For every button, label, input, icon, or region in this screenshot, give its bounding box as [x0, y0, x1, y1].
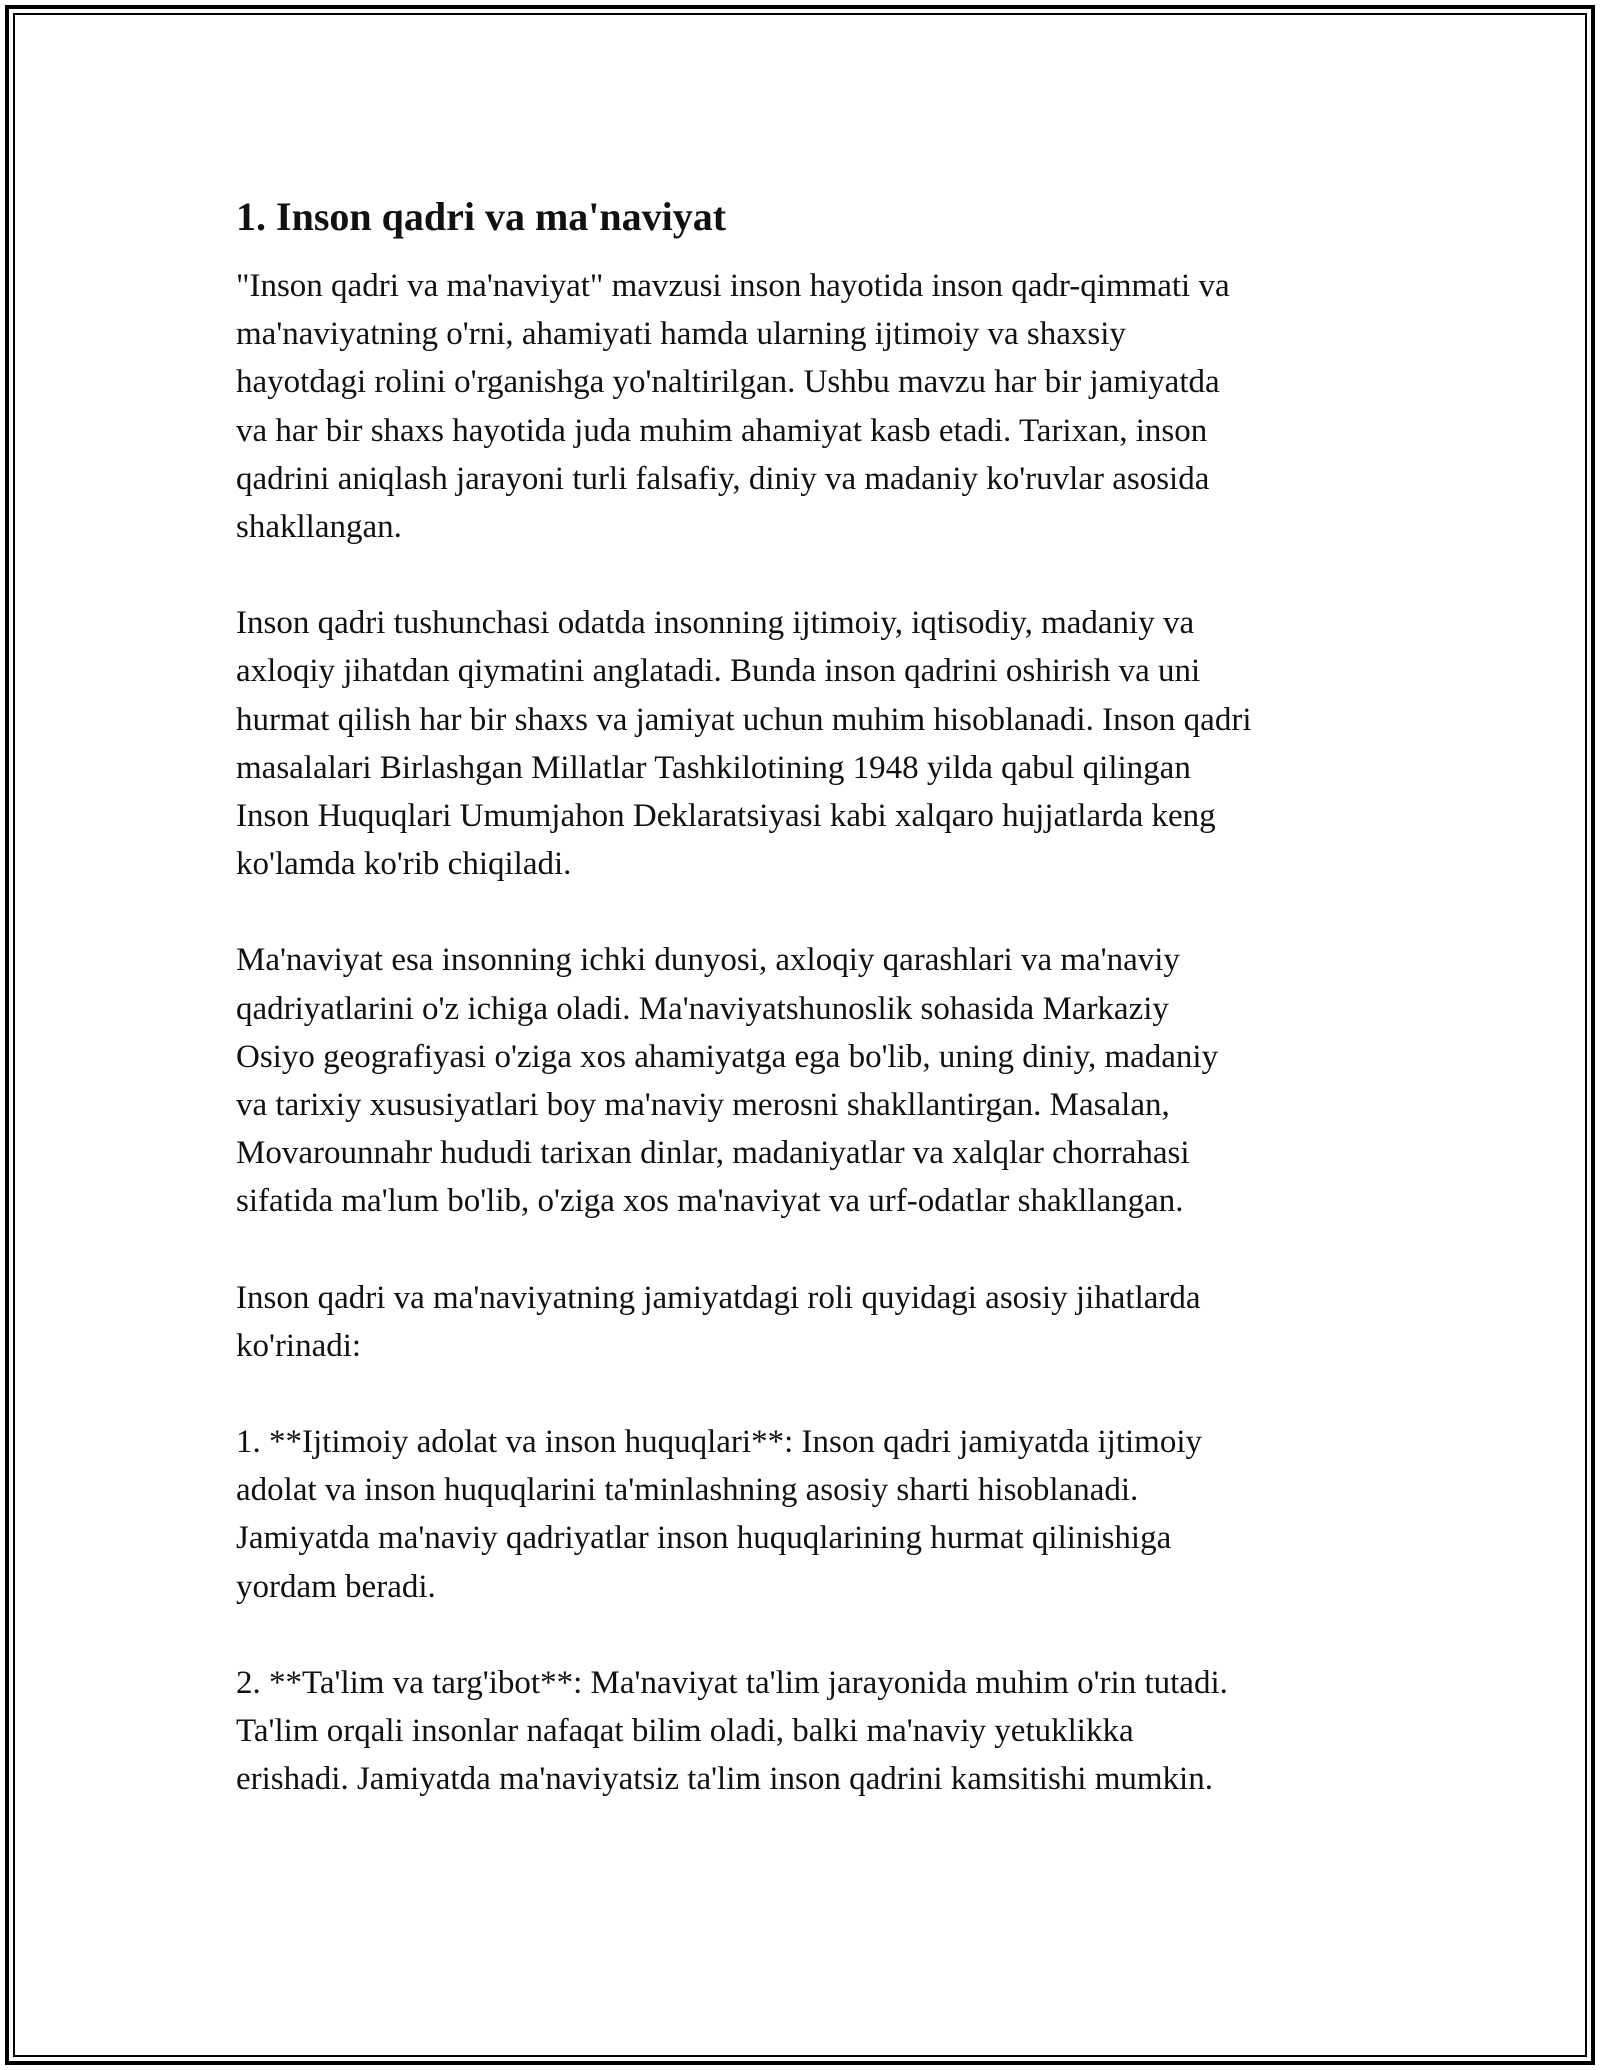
paragraph-roles-intro: Inson qadri va ma'naviyatning jamiyatdagi roli quyidagi asosiy jihatlarda ko'rinadi:: [236, 1279, 1201, 1364]
document-body: [236, 188, 1376, 1803]
paragraph-manaviyat: Ma'naviyat esa insonning ichki dunyosi, axloqiy qarashlari va ma'naviy qadriyatlarini o'z ichiga oladi. Ma'naviyatshunoslik sohasida Markaziy Osiyo geografiyasi o'ziga xos ahamiyatga ega bo'lib, uning diniy, madaniy va tarixiy xususiyatlari boy ma'naviy merosni shakllantirgan. Masalan, Movarounnahr hududi tarixan dinlar, madaniyatlar va xalqlar chorrahasi sifatida ma'lum bo'lib, o'ziga xos ma'naviyat va urf-odatlar shakllangan.: [236, 942, 1219, 1220]
paragraph-inson-qadri: Inson qadri tushunchasi odatda insonning ijtimoiy, iqtisodiy, madaniy va axloqiy jihatdan qiymatini anglatadi. Bunda inson qadrini oshirish va uni hurmat qilish har bir shaxs va jamiyat uchun muhim hisoblanadi. Inson qadri masalalari Birlashgan Millatlar Tashkilotining 1948 yilda qabul qilingan Inson Huquqlari Umumjahon Deklaratsiyasi kabi xalqaro hujjatlarda keng ko'lamda ko'rib chiqiladi.: [236, 605, 1252, 883]
paragraph-intro: "Inson qadri va ma'naviyat" mavzusi inson hayotida inson qadr-qimmati va ma'naviyatning o'rni, ahamiyati hamda ularning ijtimoiy va shaxsiy hayotdagi rolini o'rganishga yo'naltirilgan. Ushbu mavzu har bir jamiyatda va har bir shaxs hayotida juda muhim ahamiyat kasb etadi. Tarixan, inson qadrini aniqlash jarayoni turli falsafiy, diniy va madaniy ko'ruvlar asosida shakllangan.: [236, 268, 1230, 546]
list-item-1: 1. **Ijtimoiy adolat va inson huquqlari**: Inson qadri jamiyatda ijtimoiy adolat va inson huquqlarini ta'minlashning asosiy sharti hisoblanadi. Jamiyatda ma'naviy qadriyatlar inson huquqlarining hurmat qilinishiga yordam beradi.: [236, 1424, 1203, 1605]
list-item-2: 2. **Ta'lim va targ'ibot**: Ma'naviyat ta'lim jarayonida muhim o'rin tutadi. Ta'lim orqali insonlar nafaqat bilim oladi, balki ma'naviy yetuklikka erishadi. Jamiyatda ma'naviyatsiz ta'lim inson qadrini kamsitishi mumkin.: [236, 1664, 1228, 1798]
section-heading: 1. Inson qadri va ma'naviyat: [236, 194, 727, 239]
